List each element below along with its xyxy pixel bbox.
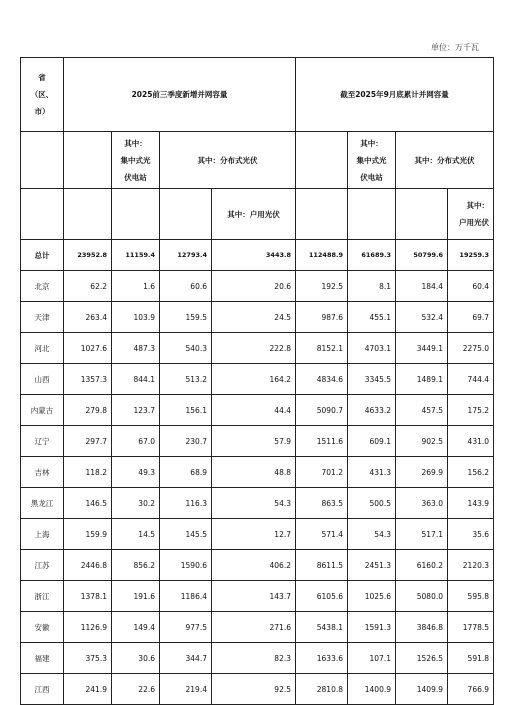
cell-new-household: 82.3 <box>212 643 296 674</box>
cell-cum-total: 701.2 <box>296 457 348 488</box>
cell-new-household: 48.8 <box>212 457 296 488</box>
cell-cum-total: 1633.6 <box>296 643 348 674</box>
cell-cum-dist: 517.1 <box>396 519 448 550</box>
cell-cum-central: 54.3 <box>348 519 396 550</box>
table-row <box>21 581 494 612</box>
cell-new-central: 1.6 <box>112 271 160 302</box>
header-province: 省 （区、 市） <box>21 58 64 132</box>
cell-cum-central: 4703.1 <box>348 333 396 364</box>
cell-new-central: 14.5 <box>112 519 160 550</box>
province-name: 吉林 <box>21 457 64 488</box>
cell-new-total: 1027.6 <box>64 333 112 364</box>
cell-new-household: 24.5 <box>212 302 296 333</box>
cell-cum-dist: 1489.1 <box>396 364 448 395</box>
cell-cum-household: 69.7 <box>448 302 494 333</box>
cell-new-total: 2446.8 <box>64 550 112 581</box>
cell-cum-central: 609.1 <box>348 426 396 457</box>
cell-new-total: 1126.9 <box>64 612 112 643</box>
cell-new-central: 856.2 <box>112 550 160 581</box>
cell-new-dist: 156.1 <box>160 395 212 426</box>
cell-cum-total: 112488.9 <box>296 240 348 271</box>
cell-new-total: 159.9 <box>64 519 112 550</box>
cell-cum-dist: 3449.1 <box>396 333 448 364</box>
cell-cum-household: 60.4 <box>448 271 494 302</box>
cell-cum-central: 1025.6 <box>348 581 396 612</box>
header-blank <box>396 189 448 240</box>
cell-new-total: 62.2 <box>64 271 112 302</box>
cell-new-central: 30.2 <box>112 488 160 519</box>
cell-cum-total: 8152.1 <box>296 333 348 364</box>
cell-new-dist: 116.3 <box>160 488 212 519</box>
cell-new-household: 3443.8 <box>212 240 296 271</box>
cell-cum-dist: 1526.5 <box>396 643 448 674</box>
cell-cum-total: 987.6 <box>296 302 348 333</box>
cell-cum-central: 61689.3 <box>348 240 396 271</box>
cell-new-central: 30.6 <box>112 643 160 674</box>
header-new-centralized: 其中： 集中式光 伏电站 <box>112 132 160 189</box>
cell-new-dist: 1186.4 <box>160 581 212 612</box>
cell-cum-total: 571.4 <box>296 519 348 550</box>
province-name: 北京 <box>21 271 64 302</box>
table-row <box>21 364 494 395</box>
cell-cum-household: 175.2 <box>448 395 494 426</box>
header-blank <box>160 189 212 240</box>
cell-new-central: 67.0 <box>112 426 160 457</box>
province-name: 辽宁 <box>21 426 64 457</box>
cell-new-dist: 145.5 <box>160 519 212 550</box>
province-name: 河北 <box>21 333 64 364</box>
header-new-household: 其中：户用光伏 <box>212 189 296 240</box>
header-blank <box>21 189 64 240</box>
cell-cum-dist: 184.4 <box>396 271 448 302</box>
cell-cum-total: 6105.6 <box>296 581 348 612</box>
header-cum-household: 其中： 户用光伏 <box>448 189 494 240</box>
cell-new-dist: 977.5 <box>160 612 212 643</box>
cell-new-central: 11159.4 <box>112 240 160 271</box>
province-name: 上海 <box>21 519 64 550</box>
cell-new-dist: 344.7 <box>160 643 212 674</box>
cell-cum-total: 4834.6 <box>296 364 348 395</box>
cell-new-household: 12.7 <box>212 519 296 550</box>
cell-new-dist: 230.7 <box>160 426 212 457</box>
cell-new-central: 149.4 <box>112 612 160 643</box>
cell-cum-dist: 3846.8 <box>396 612 448 643</box>
table-row <box>21 519 494 550</box>
cell-cum-household: 2275.0 <box>448 333 494 364</box>
cell-new-total: 146.5 <box>64 488 112 519</box>
table-row <box>21 643 494 674</box>
province-name: 山西 <box>21 364 64 395</box>
cell-new-total: 297.7 <box>64 426 112 457</box>
cell-cum-central: 107.1 <box>348 643 396 674</box>
cell-new-household: 222.8 <box>212 333 296 364</box>
cell-new-central: 191.6 <box>112 581 160 612</box>
province-name: 天津 <box>21 302 64 333</box>
table-row <box>21 395 494 426</box>
header-new-capacity: 2025前三季度新增并网容量 <box>64 58 296 132</box>
cell-new-dist: 513.2 <box>160 364 212 395</box>
cell-new-dist: 12793.4 <box>160 240 212 271</box>
cell-new-household: 92.5 <box>212 674 296 705</box>
cell-new-dist: 159.5 <box>160 302 212 333</box>
cell-cum-total: 5438.1 <box>296 612 348 643</box>
header-blank <box>348 189 396 240</box>
capacity-table <box>20 57 494 705</box>
cell-new-total: 279.8 <box>64 395 112 426</box>
cell-new-household: 54.3 <box>212 488 296 519</box>
cell-new-household: 164.2 <box>212 364 296 395</box>
cell-new-total: 263.4 <box>64 302 112 333</box>
cell-new-central: 123.7 <box>112 395 160 426</box>
province-name: 江苏 <box>21 550 64 581</box>
cell-new-dist: 1590.6 <box>160 550 212 581</box>
cell-cum-dist: 532.4 <box>396 302 448 333</box>
cell-cum-household: 35.6 <box>448 519 494 550</box>
table-row <box>21 550 494 581</box>
cell-cum-total: 5090.7 <box>296 395 348 426</box>
cell-new-household: 57.9 <box>212 426 296 457</box>
province-name: 总计 <box>21 240 64 271</box>
cell-new-total: 375.3 <box>64 643 112 674</box>
header-cum-distributed: 其中：分布式光伏 <box>396 132 494 189</box>
cell-cum-central: 8.1 <box>348 271 396 302</box>
cell-new-central: 487.3 <box>112 333 160 364</box>
province-name: 内蒙古 <box>21 395 64 426</box>
cell-cum-central: 4633.2 <box>348 395 396 426</box>
cell-cum-total: 1511.6 <box>296 426 348 457</box>
cell-cum-household: 2120.3 <box>448 550 494 581</box>
header-blank <box>64 189 112 240</box>
header-blank <box>64 132 112 189</box>
cell-cum-household: 591.8 <box>448 643 494 674</box>
cell-cum-total: 863.5 <box>296 488 348 519</box>
cell-cum-household: 744.4 <box>448 364 494 395</box>
cell-new-central: 49.3 <box>112 457 160 488</box>
cell-cum-dist: 6160.2 <box>396 550 448 581</box>
cell-cum-central: 431.3 <box>348 457 396 488</box>
cell-new-central: 844.1 <box>112 364 160 395</box>
header-cum-centralized: 其中： 集中式光 伏电站 <box>348 132 396 189</box>
cell-new-dist: 60.6 <box>160 271 212 302</box>
header-new-distributed: 其中：分布式光伏 <box>160 132 296 189</box>
total-row <box>21 240 494 271</box>
cell-cum-household: 766.9 <box>448 674 494 705</box>
header-blank <box>296 189 348 240</box>
cell-cum-dist: 5080.0 <box>396 581 448 612</box>
table-row <box>21 457 494 488</box>
cell-cum-household: 156.2 <box>448 457 494 488</box>
unit-label: 单位：万千瓦 <box>431 43 479 52</box>
header-cumulative-capacity: 截至2025年9月底累计并网容量 <box>296 58 494 132</box>
cell-cum-central: 500.5 <box>348 488 396 519</box>
cell-cum-dist: 269.9 <box>396 457 448 488</box>
cell-cum-household: 595.8 <box>448 581 494 612</box>
province-name: 江西 <box>21 674 64 705</box>
cell-cum-household: 1778.5 <box>448 612 494 643</box>
cell-cum-total: 2810.8 <box>296 674 348 705</box>
cell-new-central: 22.6 <box>112 674 160 705</box>
cell-cum-central: 455.1 <box>348 302 396 333</box>
cell-cum-central: 2451.3 <box>348 550 396 581</box>
table-row <box>21 333 494 364</box>
cell-new-dist: 68.9 <box>160 457 212 488</box>
cell-cum-household: 431.0 <box>448 426 494 457</box>
header-blank <box>112 189 160 240</box>
province-name: 福建 <box>21 643 64 674</box>
cell-cum-household: 19259.3 <box>448 240 494 271</box>
cell-cum-central: 1591.3 <box>348 612 396 643</box>
province-name: 黑龙江 <box>21 488 64 519</box>
cell-cum-central: 3345.5 <box>348 364 396 395</box>
cell-new-dist: 540.3 <box>160 333 212 364</box>
cell-new-total: 118.2 <box>64 457 112 488</box>
cell-new-dist: 219.4 <box>160 674 212 705</box>
table-row <box>21 612 494 643</box>
cell-cum-dist: 363.0 <box>396 488 448 519</box>
cell-cum-central: 1400.9 <box>348 674 396 705</box>
table-row <box>21 302 494 333</box>
table-row <box>21 426 494 457</box>
cell-new-household: 406.2 <box>212 550 296 581</box>
cell-new-total: 1357.3 <box>64 364 112 395</box>
cell-new-household: 143.7 <box>212 581 296 612</box>
header-blank <box>296 132 348 189</box>
cell-new-household: 44.4 <box>212 395 296 426</box>
table-row <box>21 271 494 302</box>
cell-new-household: 20.6 <box>212 271 296 302</box>
cell-cum-household: 143.9 <box>448 488 494 519</box>
cell-cum-total: 8611.5 <box>296 550 348 581</box>
cell-new-total: 241.9 <box>64 674 112 705</box>
cell-new-central: 103.9 <box>112 302 160 333</box>
cell-cum-total: 192.5 <box>296 271 348 302</box>
cell-new-household: 271.6 <box>212 612 296 643</box>
cell-new-total: 1378.1 <box>64 581 112 612</box>
cell-new-total: 23952.8 <box>64 240 112 271</box>
province-name: 浙江 <box>21 581 64 612</box>
cell-cum-dist: 50799.6 <box>396 240 448 271</box>
province-name: 安徽 <box>21 612 64 643</box>
cell-cum-dist: 457.5 <box>396 395 448 426</box>
header-blank <box>21 132 64 189</box>
table-row <box>21 488 494 519</box>
cell-cum-dist: 902.5 <box>396 426 448 457</box>
table-row <box>21 674 494 705</box>
cell-cum-dist: 1409.9 <box>396 674 448 705</box>
